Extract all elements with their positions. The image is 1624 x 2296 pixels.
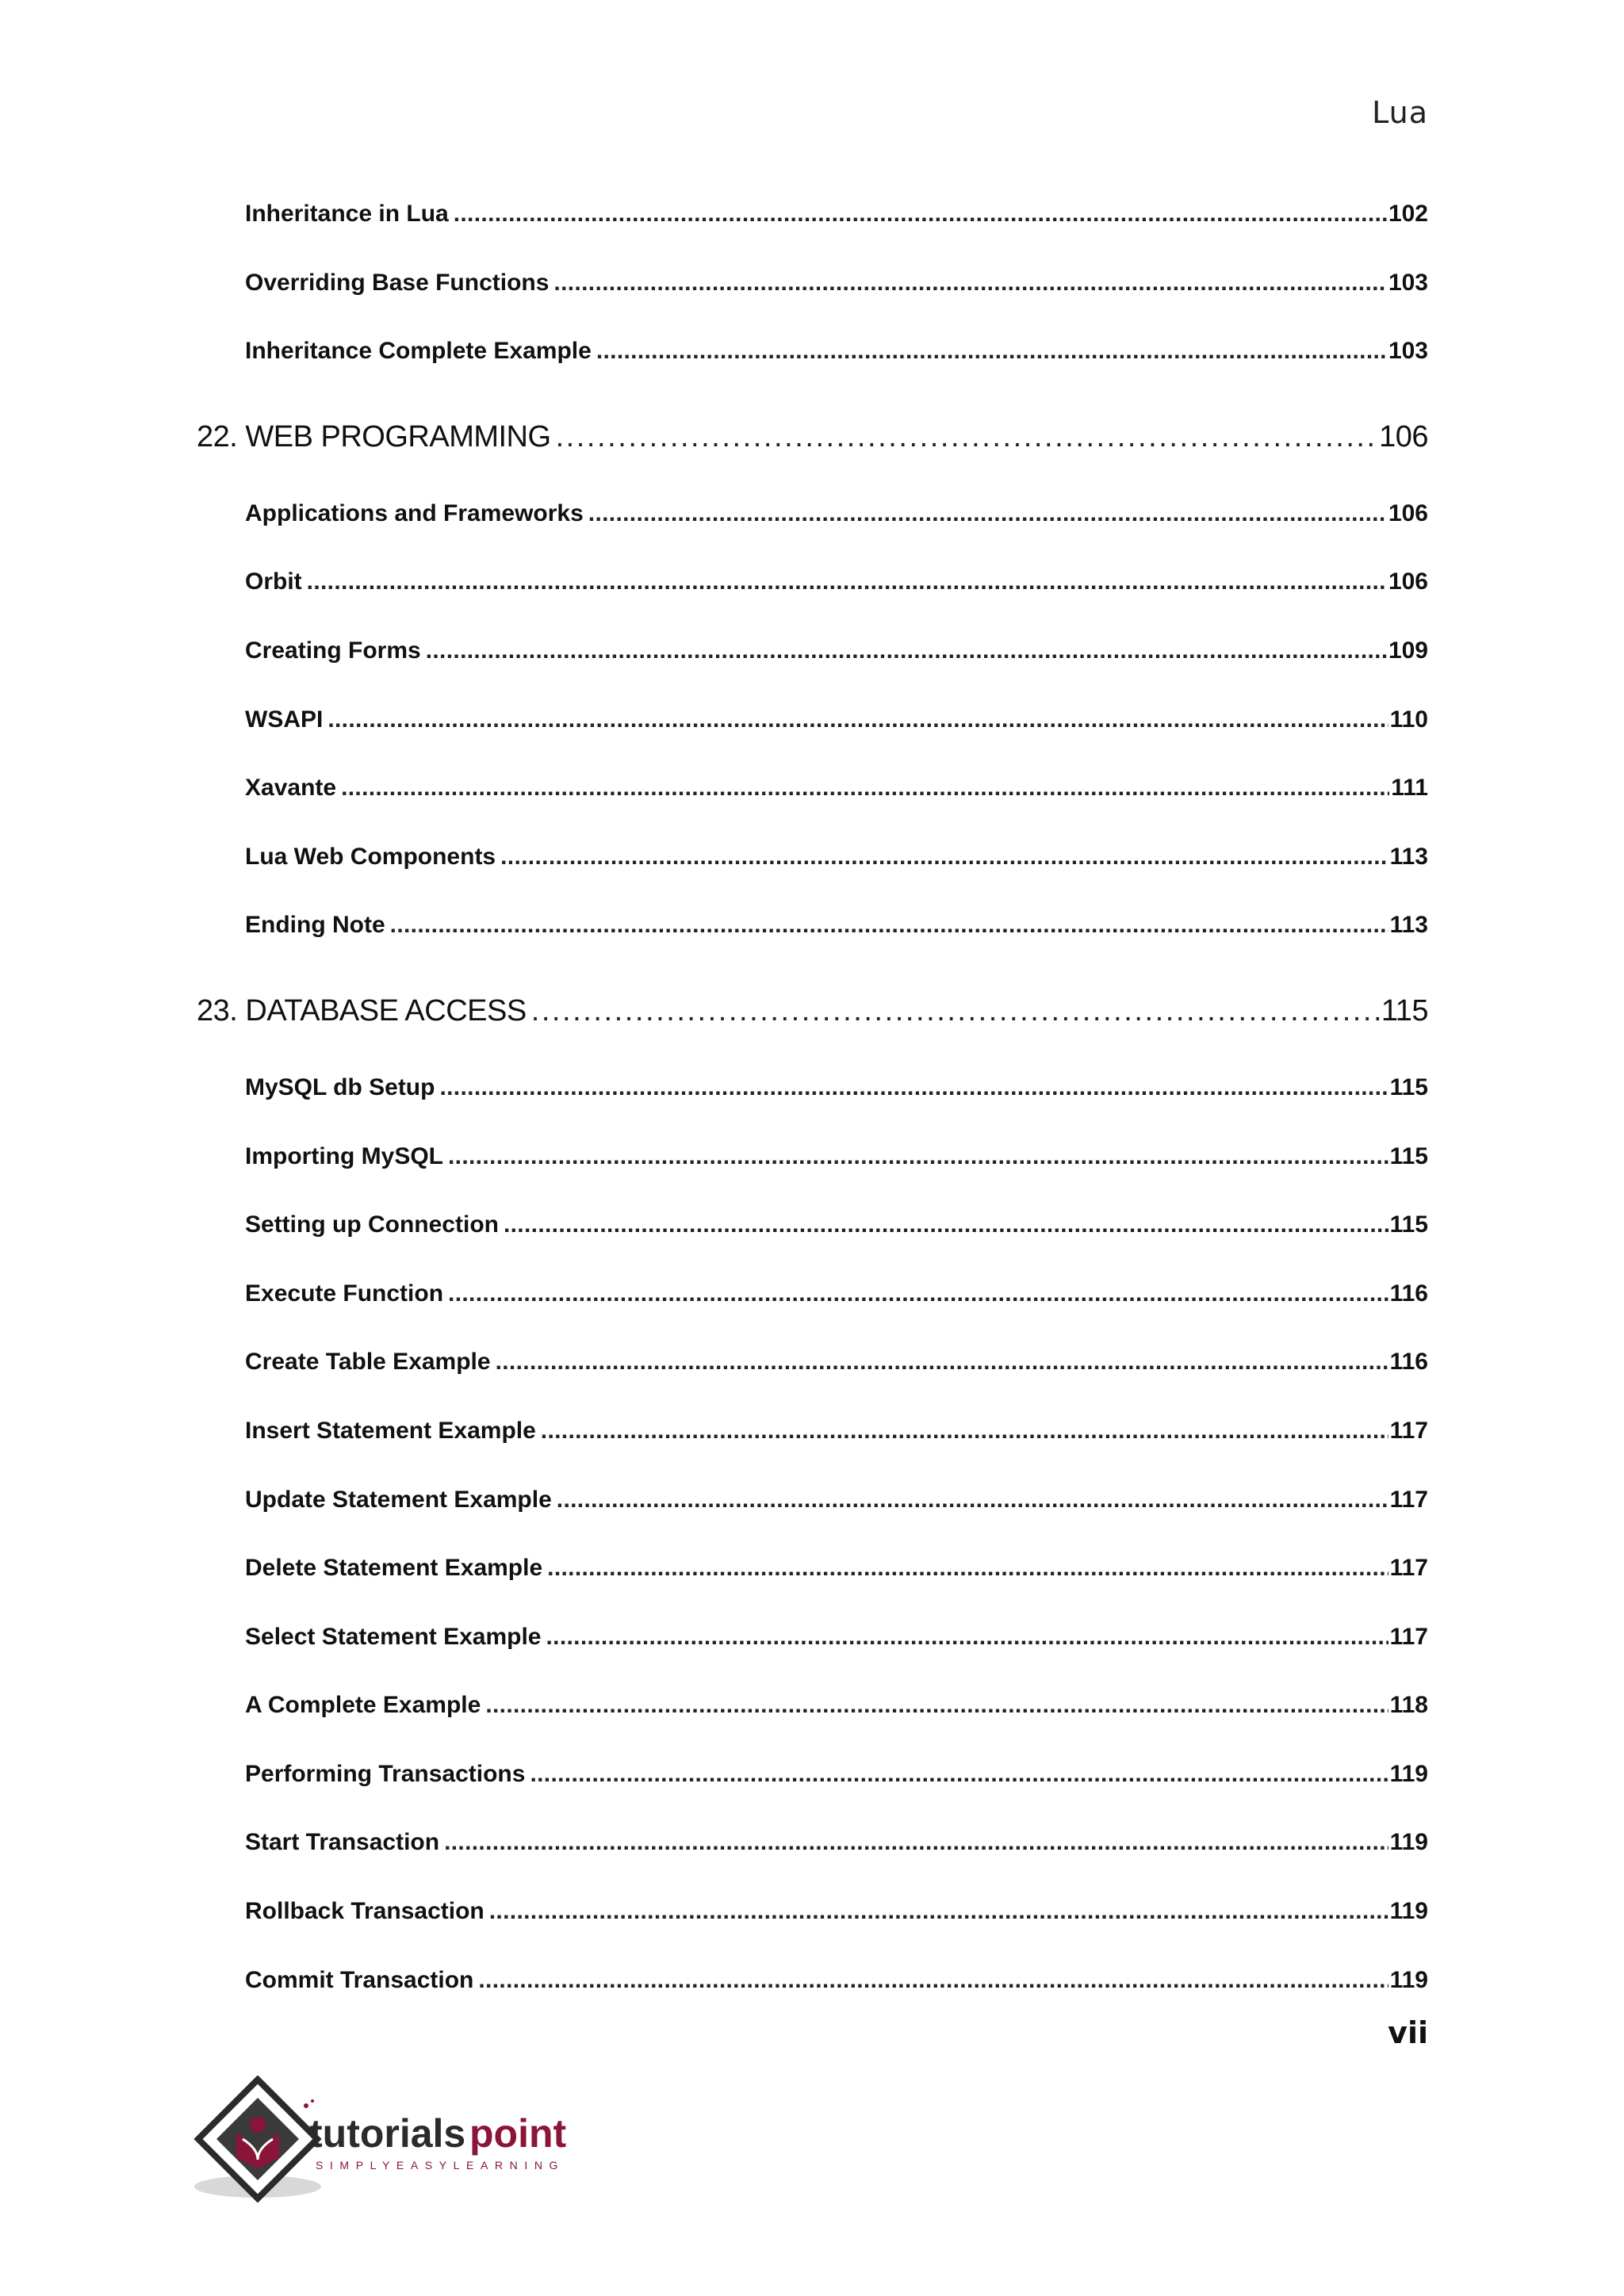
dot-leader: [596, 335, 1387, 367]
toc-entry[interactable]: [197, 1758, 1428, 1827]
toc-entry-page: 115: [1389, 1142, 1428, 1169]
dot-leader: [500, 841, 1388, 873]
toc-entry-title: Creating Forms: [245, 637, 421, 664]
toc-entry[interactable]: [197, 267, 1428, 336]
toc-entry-page: 119: [1389, 1829, 1428, 1856]
toc-entry[interactable]: [197, 909, 1428, 978]
logo-dot: [304, 2103, 308, 2108]
dot-leader: [439, 1072, 1388, 1104]
toc-entry[interactable]: [197, 1896, 1428, 1965]
toc-entry-page: 102: [1388, 201, 1428, 227]
toc-chapter-web-programming[interactable]: [197, 404, 1428, 498]
dot-leader: [541, 1415, 1388, 1447]
toc-entry-page: 113: [1389, 843, 1428, 870]
toc-entry[interactable]: [197, 498, 1428, 567]
toc-entry-page: 119: [1389, 1966, 1428, 1993]
toc-entry-page: 103: [1388, 338, 1428, 365]
toc-chapter-page: 115: [1381, 993, 1428, 1027]
toc-chapter-title: 22. WEB PROGRAMMING: [197, 419, 551, 453]
toc-entry-title: Select Statement Example: [245, 1623, 542, 1650]
dot-leader: [307, 566, 1387, 598]
toc-entry-title: Inheritance in Lua: [245, 201, 449, 227]
toc-entry-title: Commit Transaction: [245, 1966, 474, 1993]
dot-leader: [341, 772, 1389, 804]
dot-leader: [390, 909, 1388, 941]
toc-entry-title: Update Statement Example: [245, 1486, 552, 1513]
dot-leader: [556, 419, 1378, 455]
toc-entry-page: 119: [1389, 1898, 1428, 1925]
toc-entry[interactable]: [197, 1346, 1428, 1415]
toc-entry-title: Lua Web Components: [245, 843, 496, 870]
dot-leader: [426, 635, 1387, 667]
toc-entry-title: WSAPI: [245, 706, 324, 733]
toc-entry-page: 119: [1389, 1760, 1428, 1787]
dot-leader: [489, 1896, 1388, 1927]
toc-entry-page: 110: [1389, 706, 1428, 733]
toc-entry-page: 103: [1388, 269, 1428, 296]
dot-leader: [588, 498, 1387, 530]
toc-entry-title: Setting up Connection: [245, 1211, 499, 1238]
logo-dot: [311, 2099, 314, 2103]
page-number: vii: [1388, 2015, 1428, 2050]
running-header-title: Lua: [1372, 95, 1428, 130]
dot-leader: [444, 1827, 1388, 1858]
dot-leader: [530, 1758, 1388, 1790]
dot-leader: [485, 1689, 1388, 1721]
toc-entry-page: 115: [1389, 1211, 1428, 1238]
toc-entry-page: 117: [1389, 1486, 1428, 1513]
toc-entry[interactable]: [197, 1621, 1428, 1690]
toc-entry-title: Ending Note: [245, 912, 385, 939]
toc-entry-page: 106: [1388, 568, 1428, 595]
dot-leader: [327, 704, 1388, 736]
toc-entry[interactable]: [197, 1827, 1428, 1896]
toc-entry-page: 109: [1388, 637, 1428, 664]
toc-entry-page: 106: [1388, 499, 1428, 526]
dot-leader: [553, 267, 1387, 299]
toc-entry[interactable]: [197, 1965, 1428, 2034]
toc-entry-title: Importing MySQL: [245, 1142, 443, 1169]
toc-chapter-page: 106: [1379, 419, 1428, 453]
toc-entry-page: 111: [1391, 775, 1428, 802]
toc-entry[interactable]: [197, 635, 1428, 704]
dot-leader: [448, 1278, 1388, 1310]
toc-entry[interactable]: [197, 335, 1428, 404]
toc-entry[interactable]: [197, 841, 1428, 910]
toc-entry[interactable]: [197, 1141, 1428, 1210]
toc-entry-title: Orbit: [245, 568, 302, 595]
toc-entry-page: 116: [1389, 1280, 1428, 1307]
toc-entry-title: Execute Function: [245, 1280, 444, 1307]
toc-entry[interactable]: [197, 1689, 1428, 1758]
toc-entry-title: Create Table Example: [245, 1349, 491, 1376]
toc-entry-page: 115: [1389, 1073, 1428, 1100]
dot-leader: [478, 1965, 1388, 1996]
toc-entry-page: 117: [1389, 1417, 1428, 1444]
toc-entry[interactable]: [197, 1484, 1428, 1553]
toc-entry-title: MySQL db Setup: [245, 1073, 435, 1100]
toc-entry-title: Delete Statement Example: [245, 1555, 543, 1582]
toc-entry-title: Xavante: [245, 775, 337, 802]
toc-entry-page: 118: [1389, 1692, 1428, 1719]
dot-leader: [454, 198, 1387, 230]
logo-wordmark-tutorials: tutorials: [309, 2111, 466, 2156]
dot-leader: [448, 1141, 1388, 1173]
logo-tagline: SIMPLYEASYLEARNING: [316, 2159, 565, 2172]
table-of-contents: [197, 198, 1428, 2033]
toc-entry[interactable]: [197, 704, 1428, 773]
dot-leader: [496, 1346, 1388, 1378]
dot-leader: [557, 1484, 1388, 1516]
tutorialspoint-logo: [190, 2076, 603, 2202]
toc-entry-title: Overriding Base Functions: [245, 269, 550, 296]
toc-entry-page: 116: [1389, 1349, 1428, 1376]
toc-entry[interactable]: [197, 1415, 1428, 1484]
toc-entry-title: Applications and Frameworks: [245, 499, 584, 526]
toc-entry-title: Rollback Transaction: [245, 1898, 485, 1925]
dot-leader: [547, 1552, 1388, 1584]
toc-entry[interactable]: [197, 1072, 1428, 1141]
toc-entry[interactable]: [197, 772, 1428, 841]
toc-entry-page: 117: [1389, 1555, 1428, 1582]
toc-entry[interactable]: [197, 1278, 1428, 1347]
toc-entry-title: Start Transaction: [245, 1829, 440, 1856]
dot-leader: [546, 1621, 1388, 1653]
toc-entry[interactable]: [197, 1552, 1428, 1621]
logo-wordmark-point: point: [469, 2111, 567, 2156]
toc-entry[interactable]: [197, 1209, 1428, 1278]
toc-chapter-database-access[interactable]: [197, 978, 1428, 1072]
toc-entry-page: 117: [1389, 1623, 1428, 1650]
toc-entry-page: 113: [1389, 912, 1428, 939]
toc-entry-title: Insert Statement Example: [245, 1417, 536, 1444]
toc-entry-title: A Complete Example: [245, 1692, 481, 1719]
toc-entry-title: Performing Transactions: [245, 1760, 526, 1787]
toc-entry[interactable]: [197, 566, 1428, 635]
dot-leader: [531, 993, 1380, 1029]
toc-entry-title: Inheritance Complete Example: [245, 338, 592, 365]
toc-chapter-title: 23. DATABASE ACCESS: [197, 993, 527, 1027]
dot-leader: [504, 1209, 1388, 1241]
toc-entry[interactable]: [197, 198, 1428, 267]
